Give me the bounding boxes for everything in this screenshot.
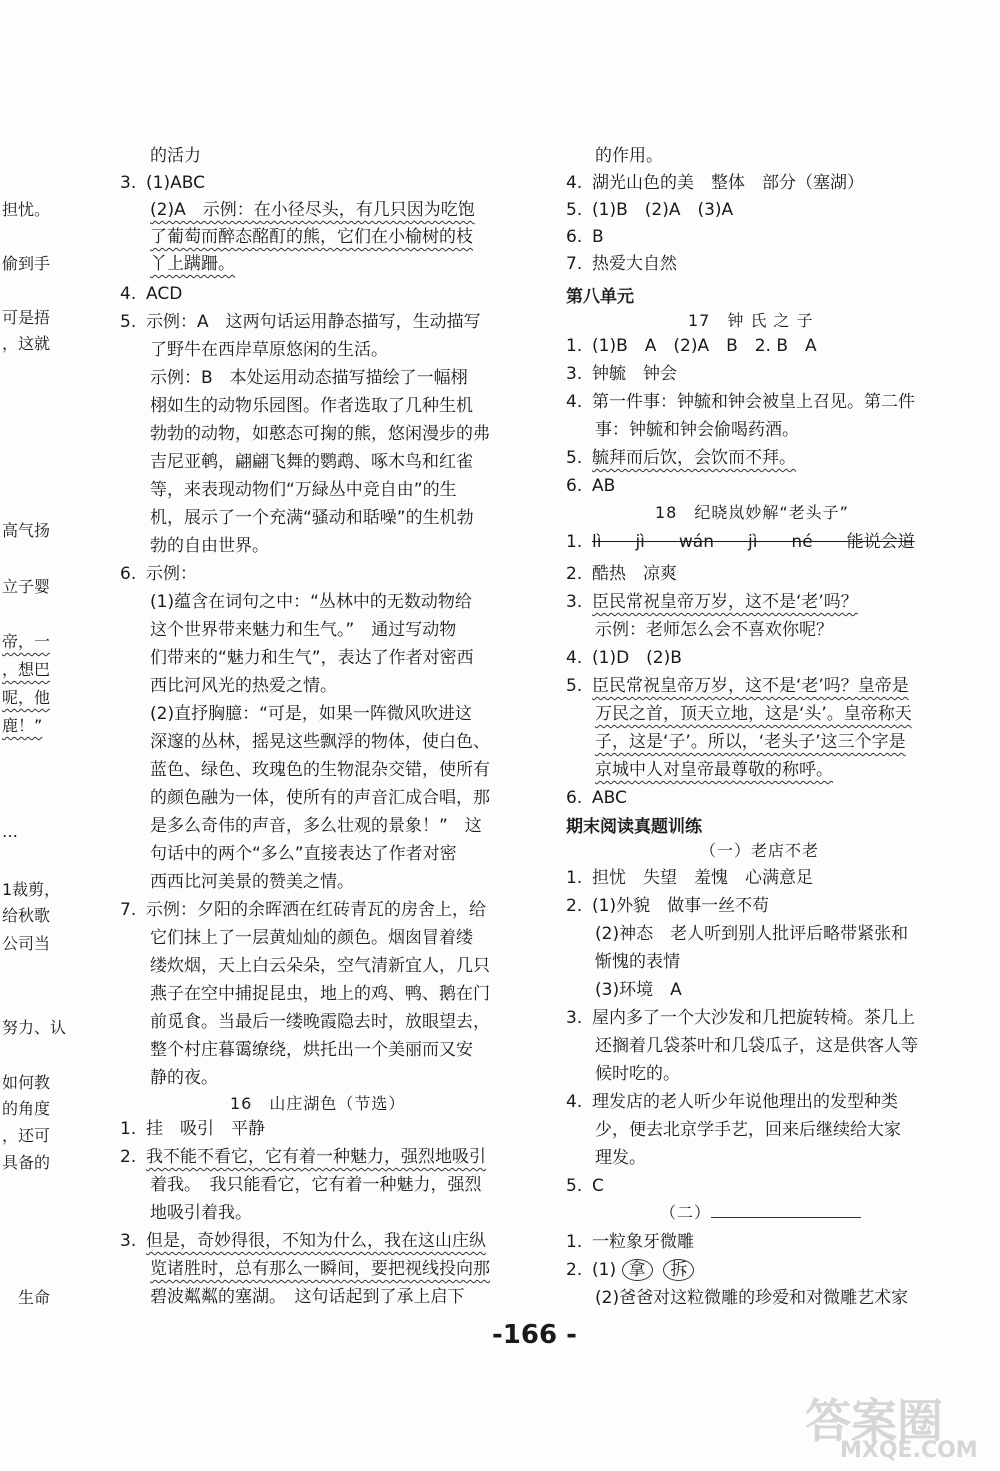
answer-line: 事：钟毓和钟会偷喝药酒。 <box>595 420 799 440</box>
fragment: 偷到手 <box>2 254 51 273</box>
answer-line: 们带来的“魅力和生气”，表达了作者对密西 <box>150 648 474 668</box>
answer-line: 少，便去北京学手艺，回来后继续给大家 <box>595 1120 901 1140</box>
fragment: 鹿！” <box>2 716 43 735</box>
answer-line: (2)神态 老人听到别人批评后略带紧张和 <box>595 924 909 944</box>
answer-line: (1)蕴含在词句之中：“丛林中的无数动物给 <box>150 592 472 612</box>
answer-line: 3. (1)ABC <box>120 173 205 193</box>
answer-line: (2)直抒胸臆：“可是，如果一阵微风吹进这 <box>150 704 472 724</box>
answer-line: 丫上蹒跚。 <box>150 254 235 274</box>
answer-line: 6. B <box>566 227 604 247</box>
answer-line: 理发。 <box>595 1148 646 1168</box>
answer-line: 机，展示了一个充满“骚动和聒噪”的生机勃 <box>150 508 474 528</box>
lesson-title: 18 纪晓岚妙解“老头子” <box>655 503 849 522</box>
answer-line: 吉尼亚鹌，翩翩飞舞的鹦鹉、啄木鸟和红雀 <box>150 452 473 472</box>
answer-line: 6. AB <box>566 476 616 496</box>
answer-line: 勃的自由世界。 <box>150 536 269 556</box>
answer-line: 1. lì jì wán jì né 能说会道 <box>566 532 915 552</box>
answer-line: 西西比河美景的赞美之情。 <box>150 872 354 892</box>
answer-line: 4. ACD <box>120 284 183 304</box>
answer-line: 7. 示例：夕阳的余晖洒在红砖青瓦的房舍上，给 <box>120 900 486 920</box>
answer-line: 燕子在空中捕捉昆虫，地上的鸡、鸭、鹅在门 <box>150 984 490 1004</box>
answer-line: 6. 示例： <box>120 564 197 584</box>
fragment: 帝，一 <box>2 632 51 651</box>
fragment: 担忧。 <box>2 200 51 219</box>
answer-line: 1. 担忧 失望 羞愧 心满意足 <box>566 868 813 888</box>
answer-line: 深邃的丛林，摇晃这些飘浮的物体，使白色、 <box>150 732 490 752</box>
answer-line: 候时吃的。 <box>595 1064 680 1084</box>
fragment: 生命 <box>18 1288 51 1307</box>
fragment: 高气扬 <box>2 521 51 540</box>
answer-line: 等，来表现动物们“万緑丛中竞自由”的生 <box>150 480 457 500</box>
fragment: ，这就 <box>2 334 51 353</box>
answer-line: (3)环境 A <box>595 980 682 1000</box>
fragment: 努力、认 <box>2 1018 67 1037</box>
answer-line: 这个世界带来魅力和生气。” 通过写动物 <box>150 620 457 640</box>
passage-title: （二） <box>660 1200 861 1223</box>
fragment: ，还可 <box>2 1126 51 1145</box>
fragment: ，想巴 <box>2 660 51 679</box>
answer-line: 蓝色、绿色、玫瑰色的生物混杂交错，使所有 <box>150 760 490 780</box>
answer-line: 西比河风光的热爱之情。 <box>150 676 337 696</box>
answer-line: 2. 酷热 凉爽 <box>566 564 677 584</box>
answer-line: 3. 钟毓 钟会 <box>566 364 677 384</box>
answer-line: 4. (1)D (2)B <box>566 648 682 668</box>
passage-title: （一）老店不老 <box>700 841 820 860</box>
answer-line: 整个村庄暮霭缭绕，烘托出一个美丽而又安 <box>150 1040 473 1060</box>
page-number: -166 - <box>492 1320 577 1350</box>
answer-line: 着我。 我只能看它，它有着一种魅力，强烈 <box>150 1175 482 1195</box>
answer-line: 1. 挂 吸引 平静 <box>120 1119 265 1139</box>
lesson-title: 16 山庄湖色（节选） <box>230 1094 406 1113</box>
answer-line: 1. (1)B A (2)A B 2. B A <box>566 336 817 356</box>
answer-line: 前觅食。当最后一缕晚霞隐去时，放眼望去， <box>150 1012 490 1032</box>
answer-line: 览诸胜时，总有那么一瞬间，要把视线投向那 <box>150 1259 490 1279</box>
answer-line: 5. C <box>566 1176 604 1196</box>
fragment: 呢，他 <box>2 688 51 707</box>
circled-char: 拆 <box>663 1259 694 1281</box>
answer-line: 4. 第一件事：钟毓和钟会被皇上召见。第二件 <box>566 392 915 412</box>
answer-line: 缕炊烟，天上白云朵朵，空气清新宜人，几只 <box>150 956 490 976</box>
answer-line: 3. 但是，奇妙得很，不知为什么，我在这山庄纵 <box>120 1231 486 1251</box>
answer-line: 的活力 <box>150 146 201 166</box>
answer-line: 4. 理发店的老人听少年说他理出的发型种类 <box>566 1092 898 1112</box>
fragment: 可是捂 <box>2 308 51 327</box>
answer-line: 2. 我不能不看它，它有着一种魅力，强烈地吸引 <box>120 1147 486 1167</box>
answer-line: 1. 一粒象牙微雕 <box>566 1232 694 1252</box>
answer-line: 惭愧的表情 <box>595 952 680 972</box>
answer-line: 2. (1)外貌 做事一丝不苟 <box>566 896 770 916</box>
answer-line: 4. 湖光山色的美 整体 部分（塞湖） <box>566 173 864 193</box>
watermark-logo: 答案圈 <box>805 1394 943 1448</box>
circled-char: 拿 <box>622 1259 653 1281</box>
answer-line: 3. 臣民常祝皇帝万岁，这不是‘老’吗？ <box>566 592 858 612</box>
answer-line: 是多么奇伟的声音，多么壮观的景象！” 这 <box>150 816 482 836</box>
unit-heading: 第八单元 <box>566 287 634 307</box>
answer-line: 地吸引着我。 <box>150 1203 252 1223</box>
fragment: 1裁剪， <box>2 880 61 899</box>
section-heading: 期末阅读真题训练 <box>566 817 702 837</box>
answer-line: 勃勃的动物，如憨态可掬的熊，悠闲漫步的弗 <box>150 424 490 444</box>
fragment: … <box>2 822 18 841</box>
answer-line: 栩如生的动物乐园图。作者选取了几种生机 <box>150 396 473 416</box>
answer-line: (2)A 示例：在小径尽头，有几只因为吃饱 <box>150 200 475 220</box>
answer-line: 5. 毓拜而后饮，会饮而不拜。 <box>566 448 796 468</box>
lesson-title: 17 钟 氏 之 子 <box>688 311 814 330</box>
fragment: 给秋歌 <box>2 906 51 925</box>
answer-line: 静的夜。 <box>150 1068 218 1088</box>
answer-line: 子，这是‘子’。所以，‘老头子’这三个字是 <box>595 732 906 752</box>
watermark-url: MXQE.COM <box>840 1438 978 1463</box>
fragment: 公司当 <box>2 934 51 953</box>
answer-line: 3. 屋内多了一个大沙发和几把旋转椅。茶几上 <box>566 1008 915 1028</box>
answer-line: 5. 示例：A 这两句话运用静态描写，生动描写 <box>120 312 481 332</box>
answer-line: 示例：B 本处运用动态描写描绘了一幅栩 <box>150 368 468 388</box>
answer-line: 它们抹上了一层黄灿灿的颜色。烟囱冒着缕 <box>150 928 473 948</box>
answer-line: 5. 臣民常祝皇帝万岁，这不是‘老’吗？皇帝是 <box>566 676 909 696</box>
answer-line: 了野牛在西岸草原悠闲的生活。 <box>150 340 388 360</box>
answer-line: 的作用。 <box>595 146 663 166</box>
answer-line: 京城中人对皇帝最尊敬的称呼。 <box>595 760 833 780</box>
answer-line: 万民之首，顶天立地，这是‘头’。皇帝称天 <box>595 704 912 724</box>
fragment: 立子婴 <box>2 577 51 596</box>
answer-line: 了葡萄而醉态酩酊的熊，它们在小榆树的枝 <box>150 227 473 247</box>
answer-line: 句话中的两个“多么”直接表达了作者对密 <box>150 844 457 864</box>
fragment: 具备的 <box>2 1153 51 1172</box>
fragment: 的角度 <box>2 1099 51 1118</box>
answer-line: 2. (1) 拿 拆 <box>566 1258 694 1282</box>
answer-line: 7. 热爱大自然 <box>566 254 677 274</box>
answer-line: 还搁着几袋茶叶和几袋瓜子，这是供客人等 <box>595 1036 918 1056</box>
answer-line: 5. (1)B (2)A (3)A <box>566 200 734 220</box>
answer-line: 碧波粼粼的塞湖。 这句话起到了承上启下 <box>150 1287 465 1307</box>
answer-line: (2)爸爸对这粒微雕的珍爱和对微雕艺术家 <box>595 1288 909 1308</box>
answer-line: 的颜色融为一体，使所有的声音汇成合唱，那 <box>150 788 490 808</box>
fragment: 如何教 <box>2 1073 51 1092</box>
answer-line: 6. ABC <box>566 788 627 808</box>
answer-line: 示例：老师怎么会不喜欢你呢？ <box>595 620 833 640</box>
